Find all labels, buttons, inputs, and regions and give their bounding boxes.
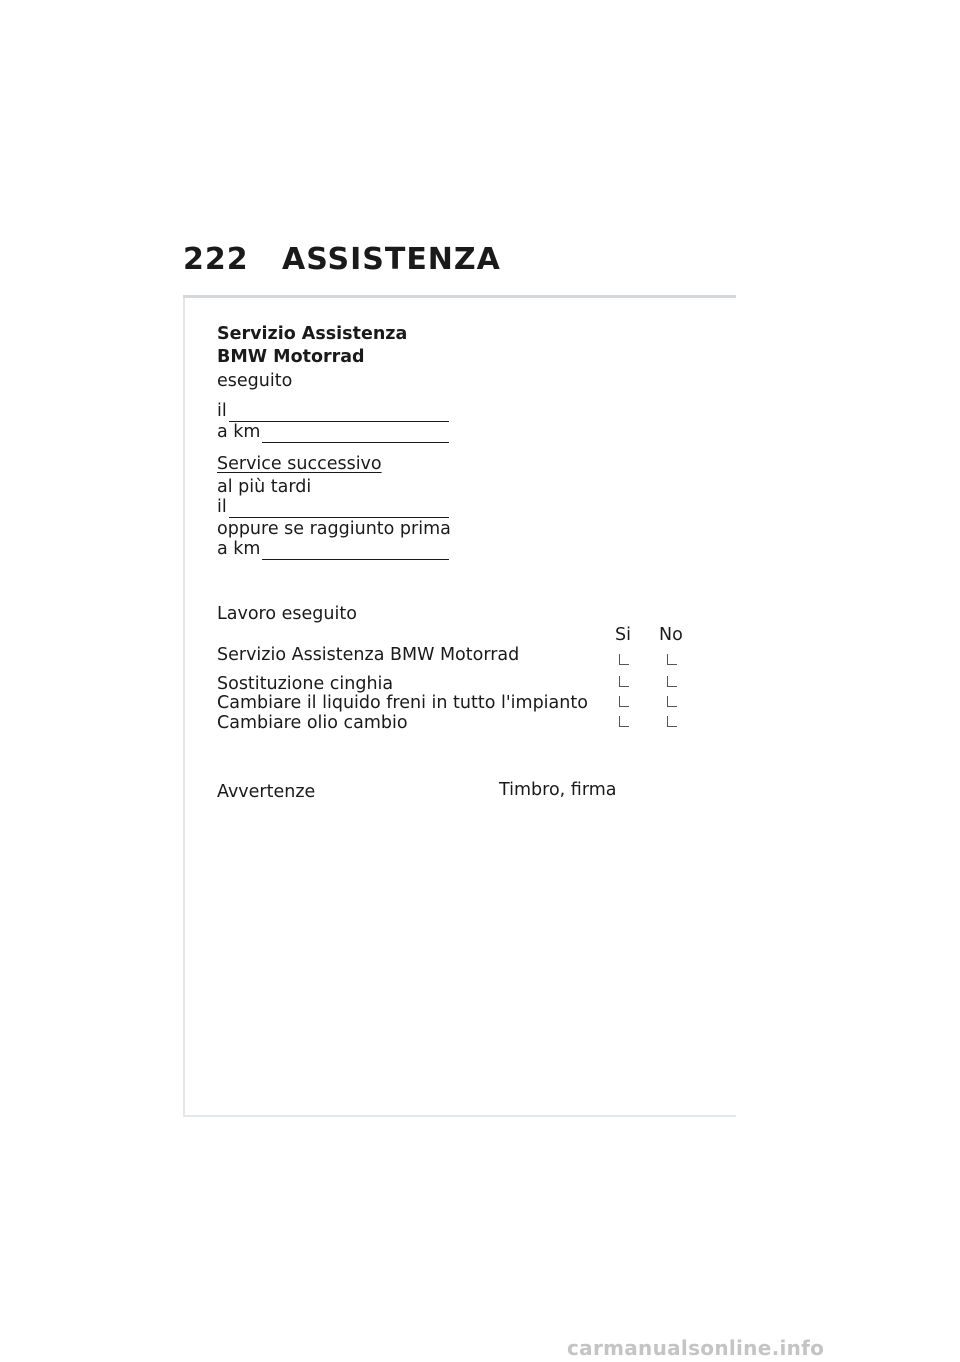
checkbox-no-belt[interactable] (667, 676, 677, 687)
page-number: 222 (183, 242, 249, 277)
date-field[interactable] (217, 400, 449, 422)
or-if-reached-label: oppure se raggiunto prima (217, 519, 451, 539)
next-km-field[interactable] (217, 538, 449, 560)
km-blank-line[interactable] (262, 426, 449, 443)
work-heading: Lavoro eseguito (217, 604, 357, 624)
work-item: Cambiare il liquido freni in tutto l'impianto (217, 693, 588, 713)
col-yes-label: Si (615, 625, 631, 645)
bottom-rule (183, 1115, 736, 1117)
next-date-field[interactable] (217, 496, 449, 518)
next-km-blank-line[interactable] (262, 543, 449, 560)
checkbox-no-gear-oil[interactable] (667, 716, 677, 727)
date-label: il (217, 401, 227, 421)
work-item: Servizio Assistenza BMW Motorrad (217, 645, 520, 665)
date-blank-line[interactable] (229, 405, 449, 422)
next-service-label: Service successivo (217, 454, 382, 474)
checkbox-yes-gear-oil[interactable] (619, 716, 629, 727)
service-title-line2: BMW Motorrad (217, 347, 365, 367)
work-item: Sostituzione cinghia (217, 674, 394, 694)
top-rule (183, 295, 736, 298)
remarks-label: Avvertenze (217, 782, 316, 802)
checkbox-yes-belt[interactable] (619, 676, 629, 687)
km-label: a km (217, 422, 261, 442)
col-no-label: No (659, 625, 683, 645)
performed-label: eseguito (217, 371, 293, 391)
service-title-line1: Servizio Assistenza (217, 324, 408, 344)
next-date-blank-line[interactable] (229, 501, 449, 518)
at-latest-label: al più tardi (217, 477, 312, 497)
left-rule (183, 298, 185, 1116)
checkbox-no-brake-fluid[interactable] (667, 696, 677, 707)
stamp-label: Timbro, firma (499, 780, 617, 800)
km-field[interactable] (217, 421, 449, 443)
checkbox-yes-brake-fluid[interactable] (619, 696, 629, 707)
next-date-label: il (217, 497, 227, 517)
footer-watermark: carmanualsonline.info (567, 1336, 825, 1360)
checkbox-yes-service[interactable] (619, 654, 629, 665)
work-item: Cambiare olio cambio (217, 713, 408, 733)
checkbox-no-service[interactable] (667, 654, 677, 665)
section-title: ASSISTENZA (282, 242, 501, 277)
next-km-label: a km (217, 539, 261, 559)
